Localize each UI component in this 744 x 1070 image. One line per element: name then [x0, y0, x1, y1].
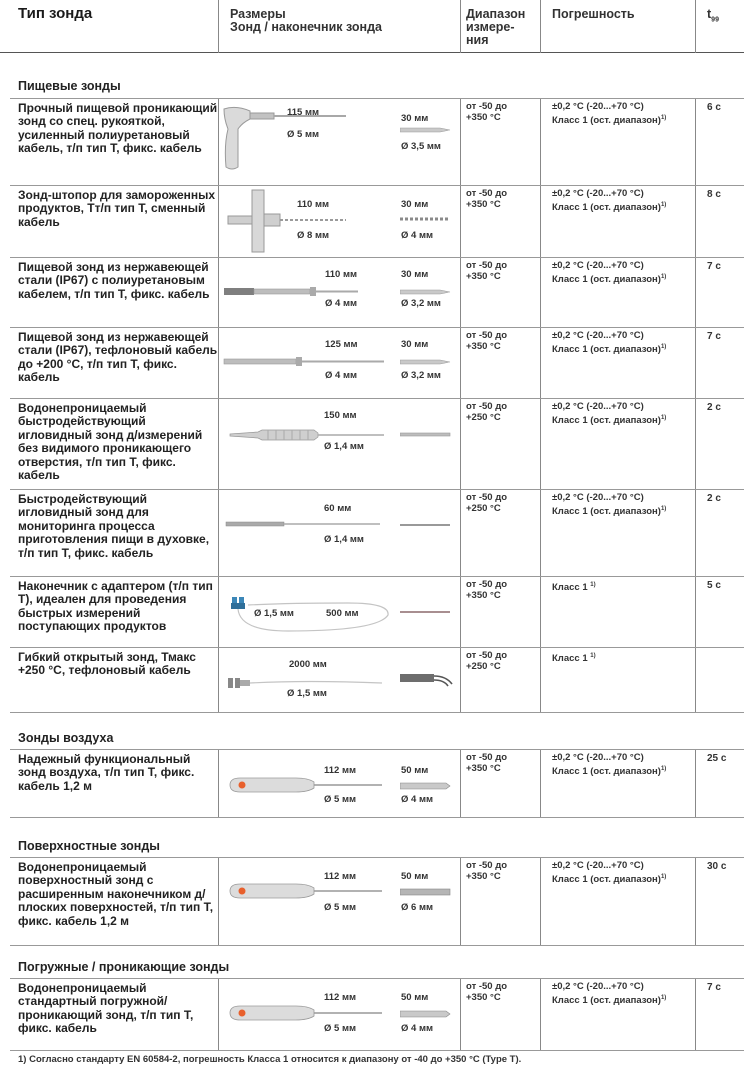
range-line1: от -50 до	[466, 981, 508, 992]
col-divider	[218, 0, 219, 53]
accuracy-cell	[552, 189, 666, 213]
section-title-food: Пищевые зонды	[18, 79, 121, 93]
probe-name: Быстродействующий игловидный зонд для мониторинга процесса приготовления пищи в духовке, т/п тип Т, фикс. кабель	[18, 492, 210, 560]
row-divider	[10, 712, 744, 713]
range-line2: +350 °C	[466, 991, 501, 1003]
col-header-range-line2: измере-	[466, 20, 515, 34]
t99-value: 30 с	[707, 861, 727, 872]
probe-diameter: Ø 4 мм	[325, 370, 358, 381]
col-header-range-line3: ния	[466, 33, 489, 47]
t99-value: 25 с	[707, 753, 727, 764]
probe-name: Надежный функциональный зонд воздуха, т/п тип Т, фикс. кабель 1,2 м	[18, 752, 195, 793]
probe-image	[222, 286, 362, 298]
probe-tip-image	[400, 608, 452, 616]
probe-tip-image	[400, 125, 452, 135]
accuracy-line1-text: Класс 1	[552, 653, 588, 665]
tip-diameter: Ø 4 мм	[401, 1023, 434, 1034]
probe-image	[226, 1004, 386, 1022]
accuracy-line2-text: Класс 1 (ост. диапазон)	[552, 273, 661, 285]
tip-length: 50 мм	[401, 765, 429, 776]
accuracy-line1-text: Класс 1	[552, 582, 588, 594]
probe-image	[226, 882, 386, 900]
range-line1: от -50 до	[466, 752, 508, 763]
range-cell	[466, 189, 507, 210]
accuracy-line2-text: Класс 1 (ост. диапазон)	[552, 114, 661, 126]
tip-diameter: Ø 3,5 мм	[401, 141, 441, 152]
footnote: 1) Согласно стандарту EN 60584-2, погрешность Класса 1 относится к диапазону от -40 до +350 °C (Type T).	[18, 1054, 522, 1065]
probe-tip-image	[400, 521, 452, 529]
probe-tip-image	[400, 214, 452, 224]
tip-length: 50 мм	[401, 992, 429, 1003]
accuracy-line1: ±0,2 °C (-20...+70 °C)	[552, 260, 644, 271]
tip-diameter: Ø 4 мм	[401, 230, 434, 241]
tip-length: 30 мм	[401, 339, 429, 350]
probe-length: 110 мм	[297, 199, 330, 210]
accuracy-line2	[552, 764, 666, 778]
accuracy-cell	[552, 753, 666, 777]
probe-length: 112 мм	[324, 992, 357, 1003]
accuracy-line2	[552, 272, 666, 286]
probe-diameter: Ø 8 мм	[297, 230, 330, 241]
probe-name: Гибкий открытый зонд, Тмакс +250 °C, тефлоновый кабель	[18, 650, 196, 678]
footnote-ref: 1)	[660, 505, 667, 512]
accuracy-line2-text: Класс 1 (ост. диапазон)	[552, 343, 661, 355]
tip-length: 30 мм	[401, 269, 429, 280]
range-line1: от -50 до	[466, 492, 508, 503]
probe-length: 500 мм	[326, 608, 359, 619]
accuracy-line2	[552, 504, 666, 518]
col-header-t99-sub: 99	[711, 16, 719, 24]
probe-name: Пищевой зонд из нержавеющей стали (IP67), тефлоновый кабель до +200 °C, т/п тип Т, фикс. кабель	[18, 330, 218, 385]
probe-diameter: Ø 4 мм	[325, 298, 358, 309]
probe-image	[222, 519, 384, 529]
accuracy-cell	[552, 982, 666, 1006]
table-row	[0, 750, 744, 817]
t99-value: 7 с	[707, 331, 721, 342]
col-header-dims	[230, 8, 382, 34]
range-line2: +350 °C	[466, 270, 501, 282]
t99-value: 7 с	[707, 982, 721, 993]
accuracy-cell	[552, 493, 666, 517]
accuracy-line2-text: Класс 1 (ост. диапазон)	[552, 873, 661, 885]
probe-tip-image	[400, 357, 452, 367]
accuracy-cell	[552, 102, 666, 126]
accuracy-line1: ±0,2 °C (-20...+70 °C)	[552, 981, 644, 992]
table-row	[0, 648, 744, 712]
range-line2: +350 °C	[466, 870, 501, 882]
probe-name: Прочный пищевой проникающий зонд со спец. рукояткой, усиленный полиуретановый кабель, т/п тип Т, фикс. кабель	[18, 101, 218, 156]
probe-length: 115 мм	[287, 107, 320, 118]
tip-length: 30 мм	[401, 199, 429, 210]
accuracy-cell	[552, 861, 666, 885]
range-line2: +250 °C	[466, 411, 501, 423]
col-header-t99-main: t	[707, 7, 712, 21]
table-row	[0, 979, 744, 1050]
range-line1: от -50 до	[466, 401, 508, 412]
range-line1: от -50 до	[466, 101, 508, 112]
accuracy-cell	[552, 651, 596, 665]
row-divider	[10, 945, 744, 946]
probe-tip-image	[400, 887, 452, 897]
footnote-ref: 1)	[660, 873, 667, 880]
range-line2: +350 °C	[466, 111, 501, 123]
row-divider	[10, 1050, 744, 1051]
col-header-range	[466, 8, 540, 47]
probe-diameter: Ø 1,5 мм	[287, 688, 327, 699]
col-divider	[695, 0, 696, 53]
range-line1: от -50 до	[466, 330, 508, 341]
accuracy-line1: ±0,2 °C (-20...+70 °C)	[552, 860, 644, 871]
row-divider	[10, 817, 744, 818]
probe-image	[226, 776, 386, 794]
accuracy-line1: ±0,2 °C (-20...+70 °C)	[552, 492, 644, 503]
probe-name: Водонепроницаемый поверхностный зонд с расширенным наконечником д/плоских поверхностей, т/п тип Т, фикс. кабель 1,2 м	[18, 860, 214, 928]
t99-value: 5 с	[707, 580, 721, 591]
footnote-ref: 1)	[660, 994, 667, 1001]
t99-value: 6 с	[707, 102, 721, 113]
range-cell	[466, 580, 507, 601]
accuracy-line1: ±0,2 °C (-20...+70 °C)	[552, 101, 644, 112]
probe-diameter: Ø 1,4 мм	[324, 534, 364, 545]
probe-name: Пищевой зонд из нержавеющей стали (IP67) с полиуретановым кабелем, т/п тип Т, фикс. кабель	[18, 260, 210, 301]
footnote-ref: 1)	[660, 343, 667, 350]
range-cell	[466, 861, 507, 882]
table-header	[0, 0, 744, 53]
t99-value: 8 с	[707, 189, 721, 200]
range-line1: от -50 до	[466, 579, 508, 590]
range-cell	[466, 753, 507, 774]
range-line1: от -50 до	[466, 860, 508, 871]
probe-length: 112 мм	[324, 765, 357, 776]
range-line2: +250 °C	[466, 660, 501, 672]
footnote-ref: 1)	[660, 765, 667, 772]
range-line1: от -50 до	[466, 188, 508, 199]
probe-name: Водонепроницаемый быстродействующий игловидный зонд д/измерений без видимого проникающего отверстия, т/п тип Т, фикс. кабель	[18, 401, 203, 483]
range-cell	[466, 493, 507, 514]
table-row	[0, 99, 744, 185]
range-cell	[466, 982, 507, 1003]
probe-tip-image	[400, 287, 452, 297]
tip-diameter: Ø 3,2 мм	[401, 298, 441, 309]
accuracy-cell	[552, 331, 666, 355]
tip-length: 30 мм	[401, 113, 429, 124]
accuracy-cell	[552, 580, 596, 594]
t99-value: 2 с	[707, 402, 721, 413]
footnote-ref: 1)	[660, 273, 667, 280]
range-cell	[466, 651, 507, 672]
probe-image	[228, 427, 388, 443]
accuracy-line2	[552, 113, 666, 127]
range-line2: +350 °C	[466, 762, 501, 774]
table-row	[0, 328, 744, 398]
t99-value: 7 с	[707, 261, 721, 272]
probe-length: 112 мм	[324, 871, 357, 882]
t99-value: 2 с	[707, 493, 721, 504]
footnote-ref: 1)	[660, 414, 667, 421]
tip-length: 50 мм	[401, 871, 429, 882]
range-line2: +350 °C	[466, 198, 501, 210]
accuracy-line1	[552, 651, 596, 665]
accuracy-line2	[552, 413, 666, 427]
probe-diameter: Ø 5 мм	[287, 129, 320, 140]
accuracy-line1: ±0,2 °C (-20...+70 °C)	[552, 752, 644, 763]
range-cell	[466, 402, 507, 423]
table-row	[0, 258, 744, 327]
probe-length: 150 мм	[324, 410, 357, 421]
probe-diameter: Ø 5 мм	[324, 1023, 357, 1034]
probe-tip-image	[400, 781, 452, 791]
probe-length: 2000 мм	[289, 659, 327, 670]
section-title-immersion: Погружные / проникающие зонды	[18, 960, 230, 974]
footnote-ref: 1)	[660, 114, 667, 121]
range-cell	[466, 102, 507, 123]
accuracy-line2-text: Класс 1 (ост. диапазон)	[552, 414, 661, 426]
accuracy-line1	[552, 580, 596, 594]
accuracy-line2-text: Класс 1 (ост. диапазон)	[552, 201, 661, 213]
range-line1: от -50 до	[466, 650, 508, 661]
accuracy-line2	[552, 200, 666, 214]
table-row	[0, 490, 744, 576]
probe-length: 110 мм	[325, 269, 358, 280]
col-divider	[540, 0, 541, 53]
tip-diameter: Ø 4 мм	[401, 794, 434, 805]
probe-length: 125 мм	[325, 339, 358, 350]
accuracy-line1: ±0,2 °C (-20...+70 °C)	[552, 188, 644, 199]
footnote-ref: 1)	[590, 582, 596, 588]
col-header-dims-line2: Зонд / наконечник зонда	[230, 20, 382, 34]
range-line1: от -50 до	[466, 260, 508, 271]
probe-image	[222, 188, 350, 254]
probe-name: Зонд-штопор для замороженных продуктов, Тт/п тип Т, сменный кабель	[18, 188, 216, 229]
col-header-range-line1: Диапазон	[466, 7, 526, 21]
accuracy-line2-text: Класс 1 (ост. диапазон)	[552, 994, 661, 1006]
table-row	[0, 577, 744, 647]
probe-tip-image	[400, 670, 456, 690]
probe-name: Водонепроницаемый стандартный погружной/проникающий зонд, т/п тип Т, фикс. кабель	[18, 981, 194, 1036]
table-row	[0, 399, 744, 489]
range-line2: +350 °C	[466, 589, 501, 601]
table-row	[0, 186, 744, 257]
probe-diameter: Ø 5 мм	[324, 794, 357, 805]
probe-diameter: Ø 5 мм	[324, 902, 357, 913]
section-title-surface: Поверхностные зонды	[18, 839, 160, 853]
probe-tip-image	[400, 430, 452, 440]
col-divider	[460, 0, 461, 53]
probe-diameter: Ø 1,4 мм	[324, 441, 364, 452]
section-title-air: Зонды воздуха	[18, 731, 114, 745]
col-header-dims-line1: Размеры	[230, 7, 286, 21]
accuracy-line2	[552, 342, 666, 356]
col-header-type: Тип зонда	[18, 5, 93, 22]
footnote-ref: 1)	[660, 201, 667, 208]
probe-diameter: Ø 1,5 мм	[254, 608, 294, 619]
range-cell	[466, 261, 507, 282]
probe-image	[222, 356, 388, 368]
probe-name: Наконечник с адаптером (т/п тип Т), идеален для проведения быстрых измерений поступающих продуктов	[18, 579, 213, 634]
tip-diameter: Ø 3,2 мм	[401, 370, 441, 381]
accuracy-line1: ±0,2 °C (-20...+70 °C)	[552, 401, 644, 412]
footnote-ref: 1)	[590, 653, 596, 659]
range-line2: +350 °C	[466, 340, 501, 352]
col-header-accuracy: Погрешность	[552, 7, 635, 21]
accuracy-line2	[552, 872, 666, 886]
accuracy-line2-text: Класс 1 (ост. диапазон)	[552, 505, 661, 517]
range-line2: +250 °C	[466, 502, 501, 514]
accuracy-line2	[552, 993, 666, 1007]
accuracy-line2-text: Класс 1 (ост. диапазон)	[552, 765, 661, 777]
tip-diameter: Ø 6 мм	[401, 902, 434, 913]
accuracy-cell	[552, 402, 666, 426]
range-cell	[466, 331, 507, 352]
accuracy-cell	[552, 261, 666, 285]
probe-length: 60 мм	[324, 503, 352, 514]
accuracy-line1: ±0,2 °C (-20...+70 °C)	[552, 330, 644, 341]
col-header-t99	[707, 8, 719, 27]
probe-image	[222, 105, 350, 173]
probe-tip-image	[400, 1009, 452, 1019]
table-row	[0, 858, 744, 945]
